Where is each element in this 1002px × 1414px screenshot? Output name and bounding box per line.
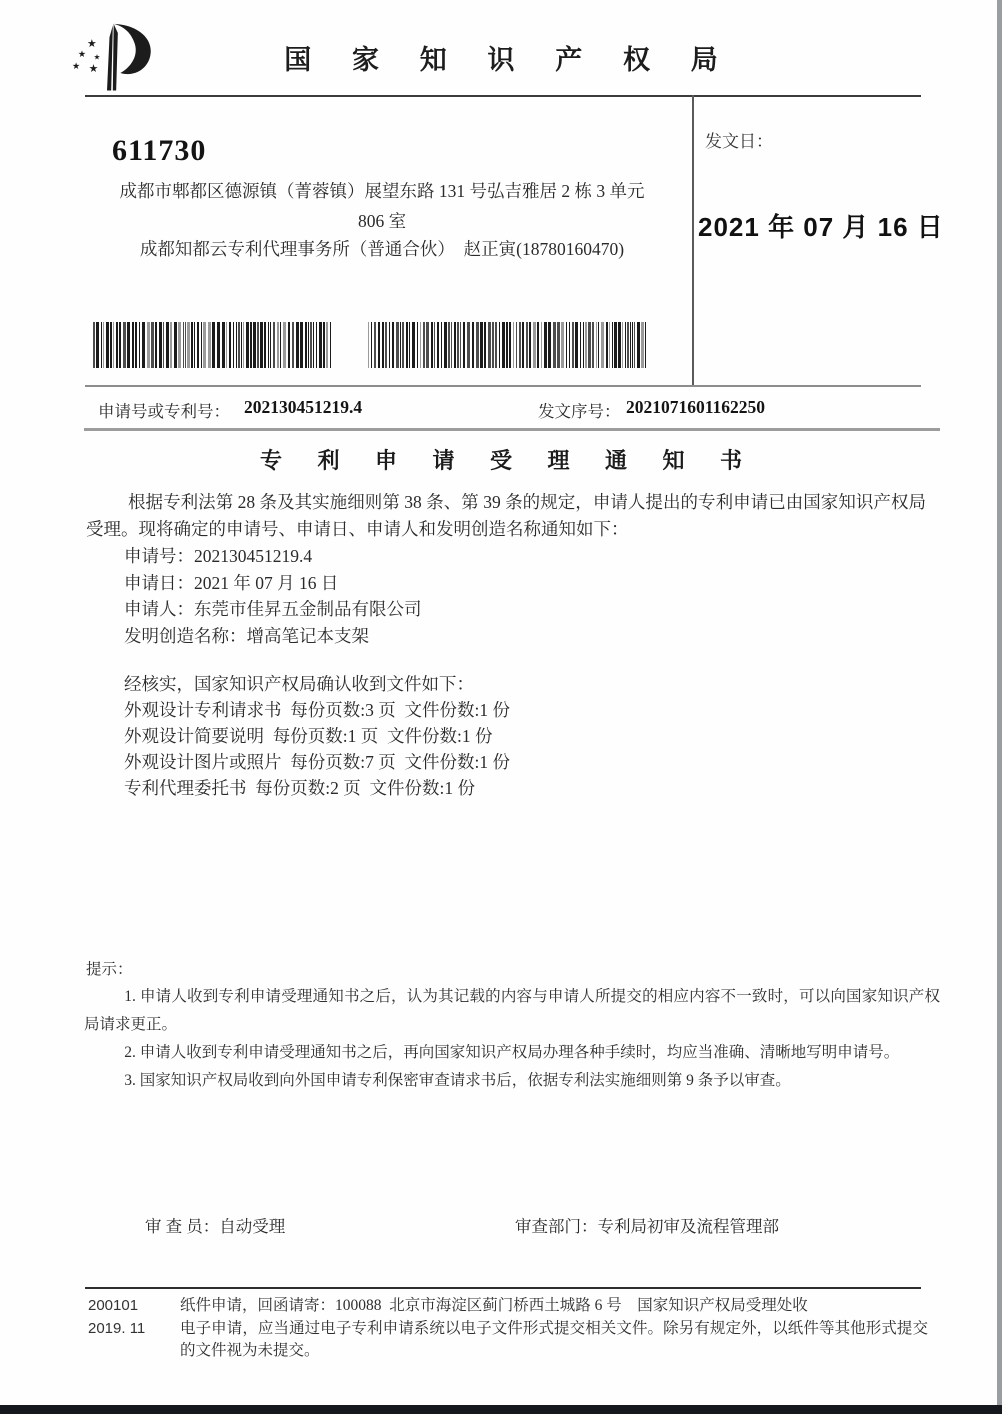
received-file-item: 外观设计简要说明 每份页数:1 页 文件份数:1 份 (124, 726, 493, 746)
svg-text:★: ★ (72, 60, 81, 72)
application-fields (124, 543, 422, 649)
notice-title: 专 利 申 请 受 理 通 知 书 (259, 448, 757, 473)
box-divider (692, 95, 694, 387)
svg-text:★: ★ (87, 37, 97, 51)
field-applicant: 申请人：东莞市佳昇五金制品有限公司 (124, 599, 422, 619)
tips-label: 提示： (86, 961, 133, 978)
received-file-item: 外观设计专利请求书 每份页数:3 页 文件份数:1 份 (124, 700, 510, 720)
serial-no-value: 2021071601162250 (626, 397, 766, 417)
scan-edge-bottom (0, 1405, 1002, 1414)
field-invention-name: 发明创造名称：增高笔记本支架 (124, 625, 369, 646)
tip-item: 3. 国家知识产权局收到向外国申请专利保密审查请求书后，依据专利法实施细则第 9 条予以审查。 (124, 1072, 791, 1089)
barcode-icon (368, 322, 649, 368)
received-files-list (124, 671, 510, 801)
svg-text:★: ★ (88, 62, 99, 76)
examiner-value: 自动受理 (219, 1217, 286, 1236)
examiner-label: 审 查 员： (145, 1217, 220, 1236)
svg-text:★: ★ (93, 52, 101, 62)
mid-rule (85, 385, 921, 387)
footer-form-code: 200101 (88, 1297, 139, 1314)
agency-contact-line: 成都知都云专利代理事务所（普通合伙） 赵正寅(18780160470) (139, 239, 625, 259)
tip-item: 1. 申请人收到专利申请受理通知书之后，认为其记载的内容与申请人所提交的相应内容不一致时，可以向国家知识产权局请求更正。 (84, 988, 940, 1033)
tip-item: 2. 申请人收到专利申请受理通知书之后，再向国家知识产权局办理各种手续时，均应当准确、清晰地写明申请号。 (124, 1044, 900, 1061)
tips-list (84, 983, 940, 1095)
scan-edge-right (997, 0, 1002, 1414)
barcode-icon (93, 322, 333, 368)
dispatch-code: 611730 (112, 134, 207, 167)
svg-text:★: ★ (77, 49, 87, 61)
serial-no-label: 发文序号： (538, 402, 621, 421)
recipient-address-line1: 成都市郫都区德源镇（菁蓉镇）展望东路 131 号弘吉雅居 2 栋 3 单元 (119, 181, 645, 201)
footer-electronic-note: 电子申请，应当通过电子专利申请系统以电子文件形式提交相关文件。除另有规定外，以纸件等其他形式提交的文件视为未提交。 (180, 1319, 928, 1359)
footer-codes (88, 1295, 145, 1340)
footer-rule (85, 1287, 921, 1289)
title-rule (84, 428, 940, 431)
received-file-item: 外观设计图片或照片 每份页数:7 页 文件份数:1 份 (124, 752, 510, 772)
field-application-no: 申请号：202130451219.4 (124, 546, 313, 566)
department-value: 专利局初审及流程管理部 (597, 1217, 779, 1236)
received-file-item: 专利代理委托书 每份页数:2 页 文件份数:1 份 (124, 778, 475, 798)
footer-notes (180, 1295, 928, 1363)
recipient-address-line2: 806 室 (357, 211, 407, 231)
department-label: 审查部门： (515, 1217, 598, 1236)
page-title: 国 家 知 识 产 权 局 (284, 45, 735, 75)
issue-date-value: 2021 年 07 月 16 日 (698, 212, 944, 242)
issue-date-label: 发文日： (705, 132, 773, 151)
application-no-label: 申请号或专利号： (98, 402, 230, 421)
department-row (515, 1213, 779, 1237)
field-application-date: 申请日：2021 年 07 月 16 日 (124, 572, 339, 593)
notice-intro-paragraph: 根据专利法第 28 条及其实施细则第 38 条、第 39 条的规定，申请人提出的专利申请已由国家知识产权局受理。现将确定的申请号、申请日、申请人和发明创造名称通知如下： (86, 492, 926, 539)
examiner-row (145, 1213, 285, 1237)
footer-paper-note: 纸件申请，回函请寄：100088 北京市海淀区蓟门桥西土城路 6 号 国家知识产权局受理处收 (180, 1297, 808, 1314)
received-files-intro: 经核实，国家知识产权局确认收到文件如下： (124, 674, 474, 694)
application-no-value: 202130451219.4 (244, 397, 363, 417)
header-rule (85, 95, 921, 97)
footer-version-code: 2019. 11 (88, 1319, 146, 1337)
